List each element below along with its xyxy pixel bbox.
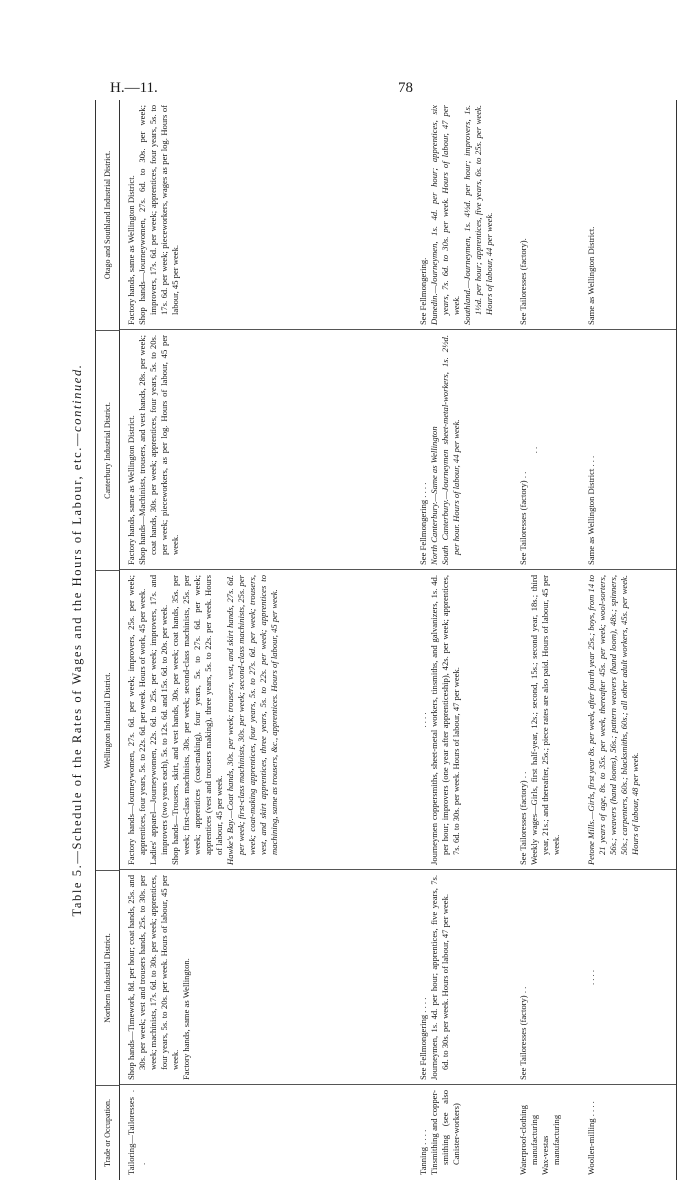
- cell-text: Southland.—Journeymen, 1s. 4½d. per hour; improvers, 1s. 1½d. per hour; apprentices, five years, 6s. to 25s. per week. Hours of labour, 44 per week.: [462, 105, 494, 325]
- row-tinsmithing-otago: [418, 100, 495, 330]
- wages-table: [95, 100, 677, 1180]
- row-tinsmithing-northern: [418, 870, 451, 1085]
- cell-text: Journeymen coppersmiths, sheet-metal workers, tinsmiths, and galvanizers, 1s. 4d. per hour; improvers (one year after apprenticeship), 42s. per week; apprentices, 7s. 6d. to 30s. per week. Hours of labour, 47 per week.: [429, 575, 461, 865]
- row-tinsmithing-wellington: [418, 570, 462, 870]
- table-title-text: Table 5.—Schedule of the Rates of Wages and the Hours of Labour, etc.—: [70, 431, 84, 917]
- cell-text: Petone Mills.—Girls, first year 8s. per week, after fourth year 25s.; boys, from 14 to 21 years of age, 8s. to 35s. per week, thereafter 45s. per week; wool-sorters, 56s.; weavers (hand looms), 56s.; pattern weavers (hand loom), 48s.; spinners, 50s.; carpenters, 60s.; blacksmiths, 60s.; all other adult workers, 45s. per week. Hours of labour, 48 per week.: [586, 575, 640, 865]
- row-tailoring-trade: [126, 1085, 148, 1180]
- page-header: [0, 0, 700, 100]
- cell-text: Same as Wellington District.: [586, 226, 596, 325]
- cell-text: Same as Wellington District . . .: [586, 455, 596, 565]
- cell-text: . . . .: [418, 712, 428, 728]
- row-woollen-trade: [586, 1085, 597, 1180]
- cell-text: See Fellmongering . . . .: [418, 482, 428, 565]
- row-waterproof-trade: [518, 1085, 562, 1180]
- document-reference: H.—11.: [110, 80, 158, 96]
- cell-text: Shop hands—Timework, 8d. per hour; coat hands, 25s. and 30s. per week; vest and trousers hands, 25s. to 30s. per week; machinists, 17s. 6d. to 30s. per week; apprentices, four years, 5s. to 20s. per week. Hours of labour, 45 per week.: [126, 875, 180, 1080]
- row-tailoring-wellington: [126, 570, 280, 870]
- cell-text: See Tailoresses (factory) . .: [518, 771, 528, 865]
- cell-text: Shop hands—Trousers, skirt, and vest hands, 30s. per week; coat hands, 35s. per week; first-class machinists, 30s. per week; second-class machinists, 25s. per week; apprentices (coat-making), four years, 5s. to 27s. 6d. per week; apprentices (vest and trousers making), three years, 5s. to 22s. per week. Hours of labour, 45 per week.: [170, 575, 224, 865]
- cell-text: See Tailoresses (factory) . .: [518, 471, 528, 565]
- cell-text: See Tailoresses (factory) . .: [518, 986, 528, 1080]
- cell-text: South Canterbury.—Journeymen sheet-metal-workers, 1s. 2½d. per hour. Hours of labour, 44 per week.: [440, 335, 461, 565]
- cell-text: Ladies' apparel—Journeywomen, 22s. 6d. to 25s. per week; improvers, 17s. and improvers (two years each), 5s. to 12s. 6d. and 15s. 6d. to 20s. per week.: [148, 575, 169, 865]
- cell-text: Factory hands, same as Wellington.: [181, 958, 191, 1080]
- rotated-table-region: [65, 100, 675, 1180]
- cell-text: Journeymen, 1s. 4d. per hour; apprentices, five years, 7s. 6d. to 30s. per week. Hours of labour, 47 per week.: [429, 875, 450, 1080]
- cell-text: Hawke's Bay.—Coat hands, 30s. per week; trousers, vest, and skirt hands, 27s. 6d. per week; first-class machinists, 30s. per week; second-class machinists, 25s. per week; coat-making apprentices, four years, 5s. to 27s. 6d. per week; trousers, vest, and skirt apprentices, three years, 5s. to 22s. per week; apprentices to machining, same as trousers, &c., apprentices. Hours of labour, 45 per week.: [225, 575, 279, 865]
- column-header-northern: Northern Industrial District.: [96, 870, 120, 1085]
- row-tinsmithing-canterbury: [418, 330, 462, 570]
- cell-text: See Fellmongering.: [418, 257, 428, 325]
- cell-text: Dunedin.—Journeymen, 1s. 4d. per hour; apprentices, six years, 7s. 6d. to 30s. per week. Hours of labour, 47 per week.: [429, 105, 461, 325]
- row-tinsmithing-trade: [418, 1085, 462, 1180]
- cell-text: . .: [529, 446, 539, 454]
- page-number: 78: [398, 80, 413, 96]
- cell-text: . . . .: [586, 969, 596, 986]
- table-title: [65, 100, 93, 1180]
- column-header-otago: Otago and Southland Industrial District.: [96, 100, 120, 330]
- row-woollen-wellington: [586, 570, 641, 870]
- trade-label: Tailoring—Tailoresses . .: [126, 1090, 147, 1175]
- row-waterproof-canterbury: [518, 330, 540, 570]
- row-tailoring-northern: [126, 870, 192, 1085]
- row-waterproof-otago: [518, 100, 529, 330]
- trade-label: Tinsmithing and copper-smithing (see also Canister-workers): [429, 1090, 461, 1175]
- column-header-trade: Trade or Occupation.: [96, 1085, 120, 1180]
- trade-label: Waterproof-clothing manufacturing: [518, 1105, 539, 1175]
- row-woollen-otago: [586, 100, 597, 330]
- row-waterproof-wellington: [518, 570, 562, 870]
- cell-text: North Canterbury.—Same as Wellington: [429, 426, 439, 565]
- cell-text: Shop hands—Journeywomen, 27s. 6d. to 30s. per week; improvers, 17s. 6d. per week; apprentices, four years, 5s. to 17s. 6d. per week; pieceworkers, wages as per log. Hours of labour, 45 per week.: [137, 105, 180, 325]
- cell-text: See Fellmongering . . . .: [418, 997, 428, 1080]
- cell-text: Factory hands, same as Wellington District.: [126, 415, 136, 565]
- row-tailoring-otago: [126, 100, 181, 330]
- cell-text: Shop hands—Machinists, trousers, and vest hands, 28s. per week; coat hands, 30s. per week; apprentices, four years, 5s. to 20s. per week; pieceworkers, as per log. Hours of labour, 45 per week.: [137, 335, 180, 565]
- cell-text: See Tailoresses (factory).: [518, 238, 528, 325]
- trade-label: Tanning . . . .: [418, 1129, 428, 1175]
- row-woollen-canterbury: [586, 330, 597, 570]
- cell-text: Factory hands—Journeywomen, 27s. 6d. per week; improvers, 25s. per week; apprentices, four years, 5s. to 22s. 6d. per week. Hours of work, 45 per week.: [126, 575, 147, 865]
- row-tailoring-canterbury: [126, 330, 181, 570]
- trade-label: Wax-vestas manufacturing: [540, 1114, 561, 1175]
- cell-text: Factory hands, same as Wellington District.: [126, 175, 136, 325]
- column-header-canterbury: Canterbury Industrial District.: [96, 330, 120, 570]
- table-title-continued: continued.: [70, 363, 84, 432]
- trade-label: Woollen-milling . . . .: [586, 1101, 596, 1175]
- row-waterproof-northern: [518, 870, 529, 1085]
- column-header-wellington: Wellington Industrial District.: [96, 570, 120, 870]
- row-woollen-northern: [586, 870, 597, 1085]
- cell-text: Weekly wages—Girls, first half-year, 12s.; second, 15s.; second year, 18s.; third year, 21s.; and thereafter, 25s.; piece rates are also paid. Hours of labour, 45 per week.: [529, 575, 561, 865]
